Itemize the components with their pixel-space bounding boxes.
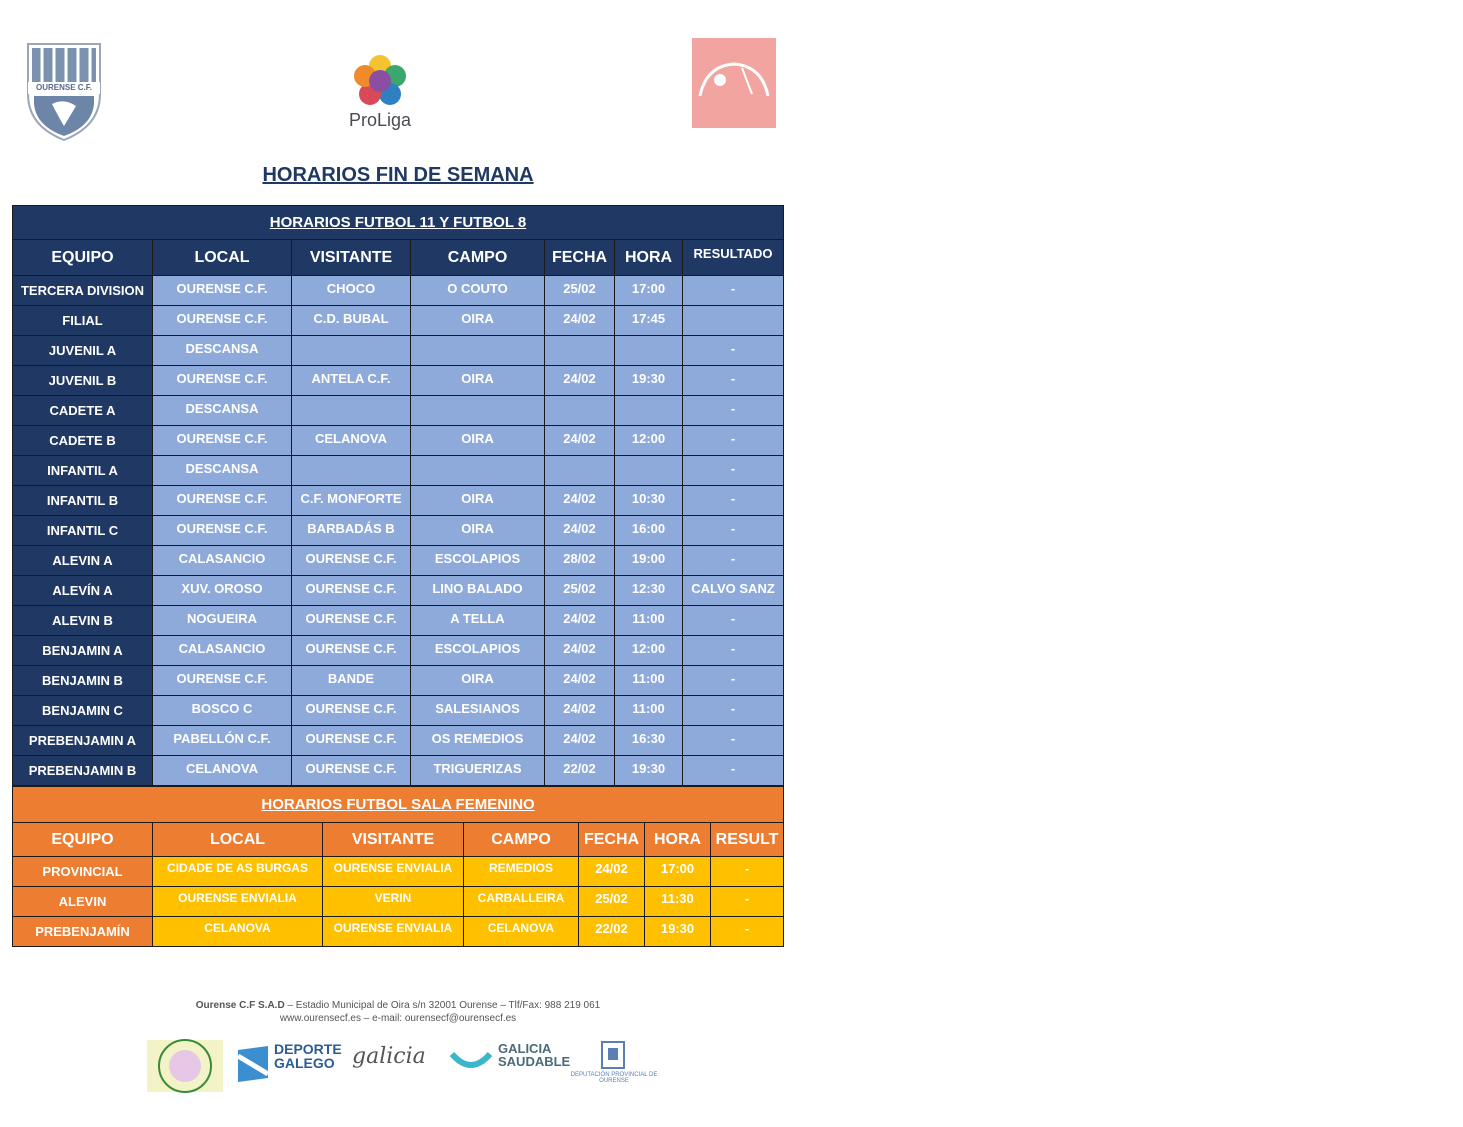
field-cell: ESCOLAPIOS <box>411 636 545 666</box>
visitor-cell: OURENSE C.F. <box>292 756 411 786</box>
result-cell: - <box>683 636 784 666</box>
local-cell: CALASANCIO <box>153 636 292 666</box>
date-cell: 24/02 <box>545 606 615 636</box>
footer-address: – Estadio Municipal de Oira s/n 32001 Ourense – Tlf/Fax: 988 219 061 <box>284 1000 601 1011</box>
column-header: LOCAL <box>153 240 292 276</box>
local-cell: DESCANSA <box>153 396 292 426</box>
visitor-cell: ANTELA C.F. <box>292 366 411 396</box>
time-cell <box>615 456 683 486</box>
futbol-row <box>13 636 784 666</box>
visitor-cell: BANDE <box>292 666 411 696</box>
date-cell: 25/02 <box>545 276 615 306</box>
futbol-row <box>13 576 784 606</box>
visitor-cell <box>292 336 411 366</box>
field-cell: OIRA <box>411 426 545 456</box>
galicia-saudable-logo <box>498 1042 570 1068</box>
futbol-row <box>13 306 784 336</box>
column-header: FECHA <box>579 823 645 857</box>
visitor-cell: C.D. BUBAL <box>292 306 411 336</box>
result-cell: - <box>683 276 784 306</box>
result-cell: - <box>711 857 784 887</box>
time-cell: 17:00 <box>615 276 683 306</box>
sala-table-title: HORARIOS FUTBOL SALA FEMENINO <box>13 787 784 823</box>
local-cell: OURENSE C.F. <box>153 486 292 516</box>
page-title: HORARIOS FIN DE SEMANA <box>262 164 534 186</box>
result-cell: - <box>683 336 784 366</box>
sponsor-logos <box>0 1036 796 1096</box>
futbol-row <box>13 726 784 756</box>
proliga-logo <box>344 55 416 137</box>
date-cell: 24/02 <box>545 426 615 456</box>
time-cell: 11:00 <box>615 696 683 726</box>
saudable-top-label: GALICIA <box>498 1041 552 1056</box>
time-cell: 10:30 <box>615 486 683 516</box>
column-header: LOCAL <box>153 823 323 857</box>
time-cell: 19:30 <box>645 917 711 947</box>
visitor-cell: VERIN <box>323 887 464 917</box>
visitor-cell: OURENSE ENVIALIA <box>323 917 464 947</box>
time-cell: 17:45 <box>615 306 683 336</box>
oira-futuro-label: OIRA FUTURO <box>1037 105 1118 116</box>
time-cell: 19:30 <box>615 366 683 396</box>
column-header: EQUIPO <box>13 823 153 857</box>
time-cell <box>615 336 683 366</box>
field-cell: SALESIANOS <box>411 696 545 726</box>
visitor-cell: CELANOVA <box>292 426 411 456</box>
local-cell: BOSCO C <box>153 696 292 726</box>
futbol-row <box>13 426 784 456</box>
futbol-row <box>13 756 784 786</box>
futbol-row <box>13 366 784 396</box>
column-header: EQUIPO <box>13 240 153 276</box>
saudable-bottom-label: SAUDABLE <box>498 1054 571 1069</box>
footer-org: Ourense C.F S.A.D <box>195 1000 285 1011</box>
result-cell: - <box>683 606 784 636</box>
field-cell: TRIGUERIZAS <box>411 756 545 786</box>
deputacion-label: DEPUTACIÓN PROVINCIAL DE OURENSE <box>570 1072 658 1084</box>
column-header: CAMPO <box>411 240 545 276</box>
result-cell: - <box>683 486 784 516</box>
deputacion-crest-icon <box>596 1036 630 1070</box>
result-cell <box>683 306 784 336</box>
date-cell: 24/02 <box>579 857 645 887</box>
time-cell: 11:30 <box>645 887 711 917</box>
sala-header-row <box>13 823 784 857</box>
result-cell: - <box>683 726 784 756</box>
futbol-row <box>13 336 784 366</box>
result-cell: - <box>683 696 784 726</box>
team-cell: JUVENIL A <box>13 336 153 366</box>
time-cell: 11:00 <box>615 666 683 696</box>
stadium-icon <box>692 58 776 98</box>
result-cell: - <box>683 756 784 786</box>
team-cell: BENJAMIN C <box>13 696 153 726</box>
sala-row <box>13 917 784 947</box>
column-header: RESULT <box>711 823 784 857</box>
local-cell: CIDADE DE AS BURGAS <box>153 857 323 887</box>
local-cell: OURENSE ENVIALIA <box>153 887 323 917</box>
local-cell: OURENSE C.F. <box>153 306 292 336</box>
time-cell: 11:00 <box>615 606 683 636</box>
futbol-row <box>13 456 784 486</box>
futbol-row <box>13 666 784 696</box>
visitor-cell: OURENSE C.F. <box>292 606 411 636</box>
galego-label: GALEGO <box>274 1055 335 1071</box>
time-cell: 12:00 <box>615 426 683 456</box>
visitor-cell: OURENSE C.F. <box>292 546 411 576</box>
deporte-galego-icon <box>236 1044 270 1084</box>
visitor-cell: BARBADÁS B <box>292 516 411 546</box>
field-cell: OIRA <box>411 516 545 546</box>
local-cell: CALASANCIO <box>153 546 292 576</box>
date-cell: 24/02 <box>545 306 615 336</box>
column-header: VISITANTE <box>292 240 411 276</box>
result-cell: - <box>683 456 784 486</box>
futbol-row <box>13 276 784 306</box>
result-cell: - <box>683 396 784 426</box>
futbol-schedule-table <box>12 205 784 786</box>
team-cell: ALEVIN B <box>13 606 153 636</box>
field-cell: OIRA <box>411 486 545 516</box>
field-cell: O COUTO <box>411 276 545 306</box>
date-cell: 28/02 <box>545 546 615 576</box>
footer-web: www.ourensecf.es – e-mail: ourensecf@ourensecf.es <box>279 1013 517 1024</box>
column-header: HORA <box>615 240 683 276</box>
date-cell: 24/02 <box>545 486 615 516</box>
field-cell <box>411 336 545 366</box>
futbol-row <box>13 696 784 726</box>
field-cell: REMEDIOS <box>464 857 579 887</box>
futbol-row <box>13 396 784 426</box>
fundacion-label: FUNDACION <box>1039 41 1116 55</box>
futbol-header-row <box>13 240 784 276</box>
local-cell: OURENSE C.F. <box>153 666 292 696</box>
team-cell: INFANTIL B <box>13 486 153 516</box>
team-cell: ALEVIN A <box>13 546 153 576</box>
result-cell: - <box>683 366 784 396</box>
deporte-label: DEPORTE <box>274 1041 342 1057</box>
futbol-table-title: HORARIOS FUTBOL 11 Y FUTBOL 8 <box>13 206 784 240</box>
visitor-cell: CHOCO <box>292 276 411 306</box>
date-cell <box>545 456 615 486</box>
local-cell: CELANOVA <box>153 756 292 786</box>
galicia-logo: galicia <box>352 1044 426 1069</box>
column-header: RESULTADO <box>683 240 784 276</box>
team-cell: PREBENJAMIN A <box>13 726 153 756</box>
visitor-cell: C.F. MONFORTE <box>292 486 411 516</box>
visitor-cell: OURENSE C.F. <box>292 636 411 666</box>
team-cell: CADETE A <box>13 396 153 426</box>
local-cell: OURENSE C.F. <box>153 516 292 546</box>
result-cell: - <box>711 917 784 947</box>
team-cell: TERCERA DIVISION <box>13 276 153 306</box>
local-cell: DESCANSA <box>153 336 292 366</box>
team-cell: ALEVÍN A <box>13 576 153 606</box>
date-cell: 22/02 <box>545 756 615 786</box>
futbol-row <box>13 546 784 576</box>
team-cell: ALEVIN <box>13 887 153 917</box>
futbol-row <box>13 606 784 636</box>
result-cell: - <box>683 546 784 576</box>
field-cell <box>411 456 545 486</box>
fundacion-oira-futuro-logo <box>692 38 1118 128</box>
date-cell: 24/02 <box>545 516 615 546</box>
crest-text: OURENSE C.F. <box>35 83 92 92</box>
time-cell: 12:30 <box>615 576 683 606</box>
field-cell: CELANOVA <box>464 917 579 947</box>
result-cell: - <box>683 516 784 546</box>
proliga-wordmark: ProLiga <box>348 110 412 130</box>
team-cell: FILIAL <box>13 306 153 336</box>
futbol-sala-table <box>12 786 784 947</box>
column-header: CAMPO <box>464 823 579 857</box>
ourense-cf-crest <box>22 34 106 142</box>
field-cell: OIRA <box>411 306 545 336</box>
time-cell <box>615 396 683 426</box>
column-header: HORA <box>645 823 711 857</box>
date-cell: 25/02 <box>579 887 645 917</box>
team-cell: PREBENJAMIN B <box>13 756 153 786</box>
date-cell: 24/02 <box>545 726 615 756</box>
galicia-saudable-icon <box>448 1046 494 1072</box>
column-header: FECHA <box>545 240 615 276</box>
result-cell: - <box>711 887 784 917</box>
field-cell: CARBALLEIRA <box>464 887 579 917</box>
team-cell: INFANTIL A <box>13 456 153 486</box>
visitor-cell: OURENSE ENVIALIA <box>323 857 464 887</box>
date-cell <box>545 336 615 366</box>
date-cell: 25/02 <box>545 576 615 606</box>
local-cell: CELANOVA <box>153 917 323 947</box>
time-cell: 19:00 <box>615 546 683 576</box>
time-cell: 16:30 <box>615 726 683 756</box>
date-cell: 24/02 <box>545 366 615 396</box>
field-cell <box>411 396 545 426</box>
date-cell: 24/02 <box>545 696 615 726</box>
result-cell: CALVO SANZ <box>683 576 784 606</box>
visitor-cell: OURENSE C.F. <box>292 576 411 606</box>
column-header: VISITANTE <box>323 823 464 857</box>
field-cell: OIRA <box>411 366 545 396</box>
local-cell: PABELLÓN C.F. <box>153 726 292 756</box>
field-cell: A TELLA <box>411 606 545 636</box>
time-cell: 12:00 <box>615 636 683 666</box>
result-cell: - <box>683 666 784 696</box>
field-cell: LINO BALADO <box>411 576 545 606</box>
field-cell: OS REMEDIOS <box>411 726 545 756</box>
local-cell: OURENSE C.F. <box>153 276 292 306</box>
visitor-cell: OURENSE C.F. <box>292 726 411 756</box>
local-cell: NOGUEIRA <box>153 606 292 636</box>
field-cell: ESCOLAPIOS <box>411 546 545 576</box>
field-cell: OIRA <box>411 666 545 696</box>
deporte-galego-logo <box>274 1042 342 1070</box>
time-cell: 16:00 <box>615 516 683 546</box>
date-cell <box>545 396 615 426</box>
local-cell: OURENSE C.F. <box>153 366 292 396</box>
team-cell: BENJAMIN A <box>13 636 153 666</box>
result-cell: - <box>683 426 784 456</box>
team-cell: PREBENJAMÍN <box>13 917 153 947</box>
team-cell: PROVINCIAL <box>13 857 153 887</box>
local-cell: DESCANSA <box>153 456 292 486</box>
team-cell: JUVENIL B <box>13 366 153 396</box>
consello-deportes-seal-icon <box>145 1036 225 1096</box>
team-cell: BENJAMIN B <box>13 666 153 696</box>
date-cell: 22/02 <box>579 917 645 947</box>
sala-body <box>13 857 784 947</box>
team-cell: INFANTIL C <box>13 516 153 546</box>
local-cell: XUV. OROSO <box>153 576 292 606</box>
local-cell: OURENSE C.F. <box>153 426 292 456</box>
footer <box>0 999 796 1025</box>
sala-row <box>13 887 784 917</box>
futbol-row <box>13 486 784 516</box>
futbol-row <box>13 516 784 546</box>
date-cell: 24/02 <box>545 636 615 666</box>
time-cell: 19:30 <box>615 756 683 786</box>
visitor-cell <box>292 456 411 486</box>
futbol-body <box>13 276 784 786</box>
sala-row <box>13 857 784 887</box>
visitor-cell: OURENSE C.F. <box>292 696 411 726</box>
proliga-flower-icon <box>354 55 406 107</box>
team-cell: CADETE B <box>13 426 153 456</box>
date-cell: 24/02 <box>545 666 615 696</box>
time-cell: 17:00 <box>645 857 711 887</box>
visitor-cell <box>292 396 411 426</box>
